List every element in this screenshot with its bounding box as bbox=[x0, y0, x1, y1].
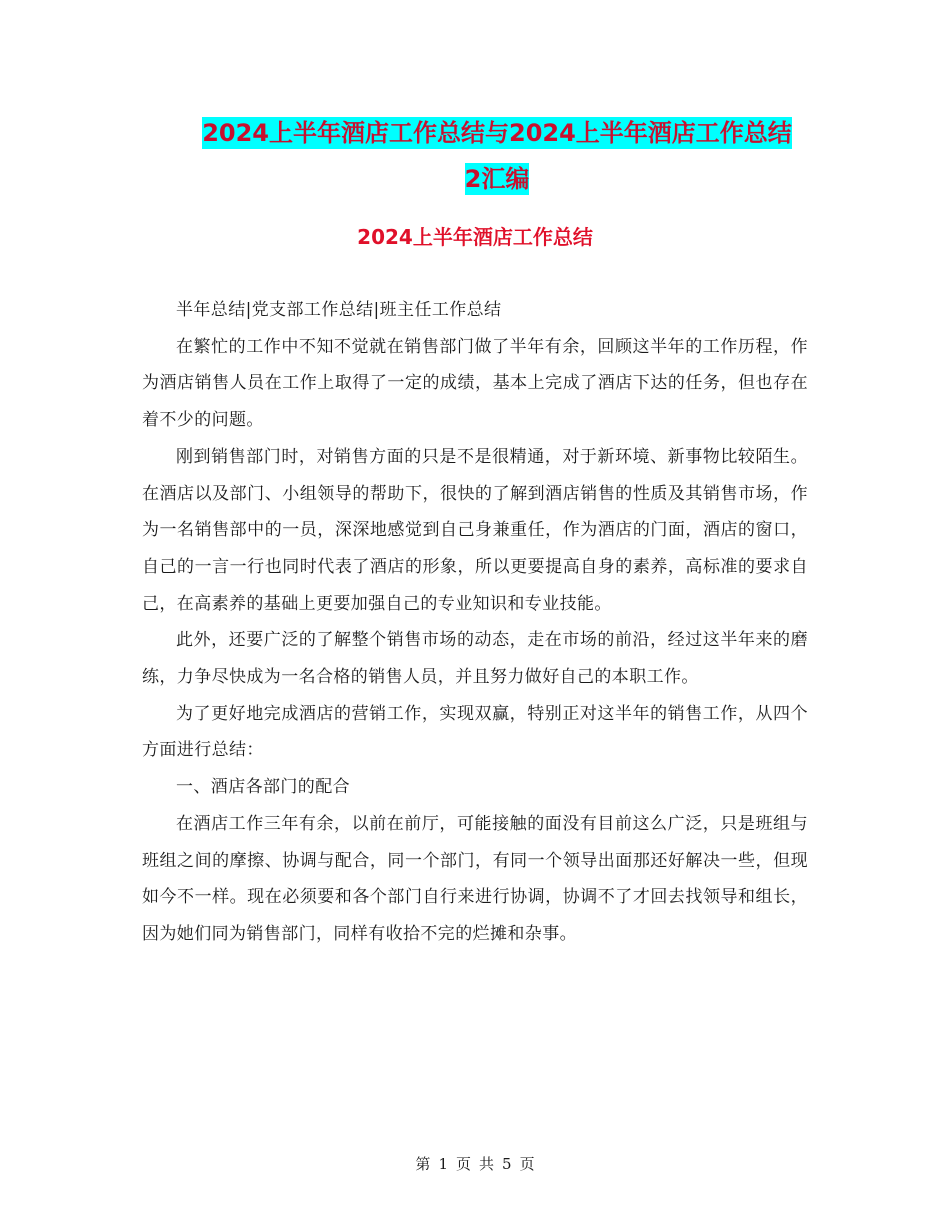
footer-prefix: 第 bbox=[415, 1155, 431, 1173]
section-heading: 一、酒店各部门的配合 bbox=[176, 777, 350, 798]
document-body bbox=[142, 292, 808, 953]
document-title bbox=[142, 110, 852, 202]
section-title: 2024上半年酒店工作总结 bbox=[357, 225, 593, 249]
footer-suffix: 页 bbox=[519, 1155, 535, 1173]
document-title-line2: 2汇编 bbox=[464, 165, 530, 193]
paragraph: 在酒店工作三年有余，以前在前厅，可能接触的面没有目前这么广泛，只是班组与班组之间的摩擦、协调与配合，同一个部门，有同一个领导出面那还好解决一些，但现如今不一样。现在必须要和各个部门自行来进行协调，协调不了才回去找领导和组长，因为她们同为销售部门，同样有收拾不完的烂摊和杂事。 bbox=[142, 813, 808, 944]
footer-page-word: 页 bbox=[455, 1155, 471, 1173]
paragraph: 为了更好地完成酒店的营销工作，实现双赢，特别正对这半年的销售工作，从四个方面进行总结： bbox=[142, 703, 808, 761]
paragraph: 刚到销售部门时，对销售方面的只是不是很精通，对于新环境、新事物比较陌生。在酒店以及部门、小组领导的帮助下，很快的了解到酒店销售的性质及其销售市场，作为一名销售部中的一员，深深地感觉到自己身兼重任，作为酒店的门面，酒店的窗口，自己的一言一行也同时代表了酒店的形象，所以更要提高自身的素养，高标准的要求自己，在高素养的基础上更要加强自己的专业知识和专业技能。 bbox=[142, 446, 808, 614]
page-footer bbox=[0, 1153, 950, 1174]
footer-current-page: 1 bbox=[438, 1155, 448, 1173]
paragraph-tags: 半年总结|党支部工作总结|班主任工作总结 bbox=[176, 300, 502, 320]
footer-total-prefix: 共 bbox=[479, 1155, 495, 1173]
document-title-line1: 2024上半年酒店工作总结与2024上半年酒店工作总结 bbox=[202, 119, 792, 147]
footer-total-pages: 5 bbox=[502, 1155, 512, 1173]
paragraph: 此外，还要广泛的了解整个销售市场的动态，走在市场的前沿，经过这半年来的磨练，力争尽快成为一名合格的销售人员，并且努力做好自己的本职工作。 bbox=[142, 630, 808, 688]
paragraph: 在繁忙的工作中不知不觉就在销售部门做了半年有余，回顾这半年的工作历程，作为酒店销售人员在工作上取得了一定的成绩，基本上完成了酒店下达的任务，但也存在着不少的问题。 bbox=[142, 336, 808, 431]
